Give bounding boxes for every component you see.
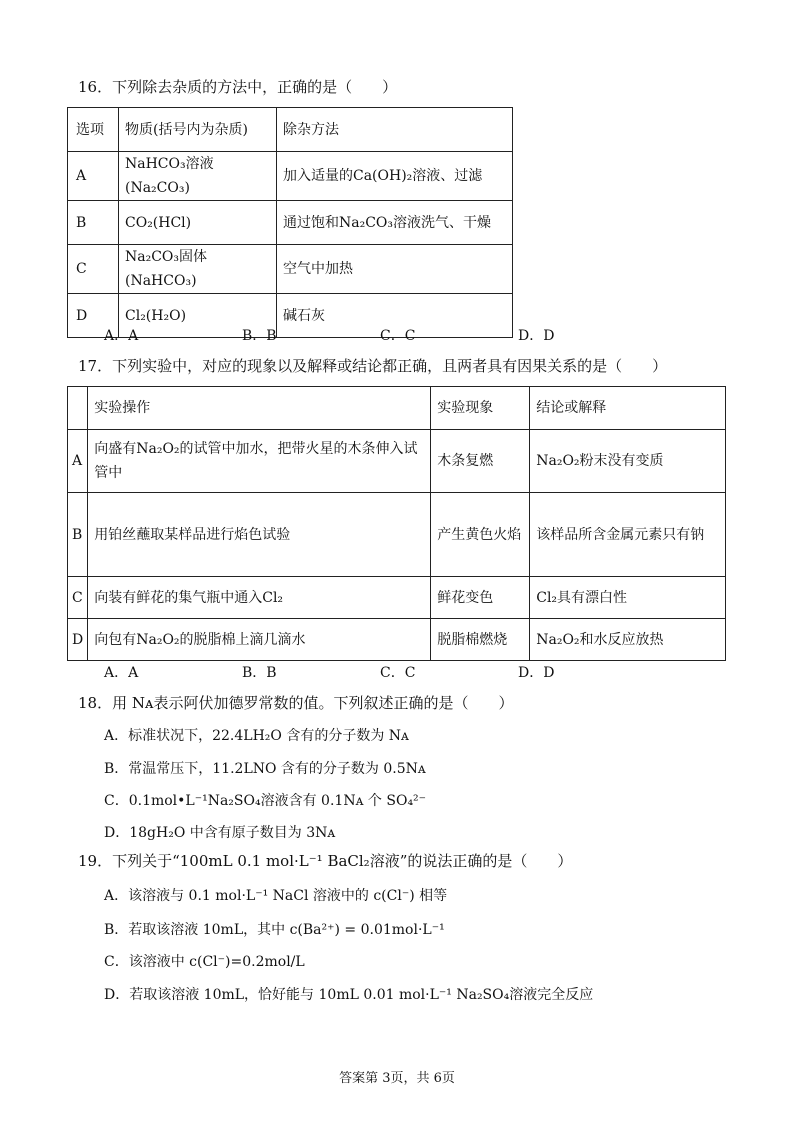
choice-c[interactable]: C．C [380, 328, 416, 344]
phenomenon-cell: 产生黄色火焰 [431, 493, 530, 577]
question-16-stem: 16．下列除去杂质的方法中，正确的是（ ） [78, 78, 398, 96]
operation-cell: 向装有鲜花的集气瓶中通入Cl₂ [88, 577, 431, 619]
table-header-cell: 实验现象 [431, 387, 530, 430]
option-label: D [68, 294, 119, 338]
choice-d[interactable]: D．D [518, 328, 555, 344]
conclusion-cell: Na₂O₂粉末没有变质 [530, 430, 726, 493]
table-header-cell: 除杂方法 [277, 108, 513, 152]
choice-c[interactable]: C．C [380, 665, 416, 681]
table-header-cell: 物质(括号内为杂质) [119, 108, 277, 152]
option-label: C [68, 245, 119, 294]
conclusion-cell: Cl₂具有漂白性 [530, 577, 726, 619]
substance-cell: Na₂CO₃固体(NaHCO₃) [119, 245, 277, 294]
table-row [68, 577, 726, 619]
conclusion-cell: Na₂O₂和水反应放热 [530, 619, 726, 661]
table-row [68, 152, 513, 201]
table-header-row [68, 108, 513, 152]
substance-cell: Cl₂(H₂O) [119, 294, 277, 338]
question-17-table [67, 386, 726, 661]
method-cell: 通过饱和Na₂CO₃溶液洗气、干燥 [277, 201, 513, 245]
option-label: A [68, 430, 88, 493]
question-19-option-b[interactable]: B．若取该溶液 10mL，其中 c(Ba²⁺) = 0.01mol·L⁻¹ [104, 922, 445, 938]
table-row [68, 201, 513, 245]
question-18-option-b[interactable]: B．常温常压下，11.2LNO 含有的分子数为 0.5Nᴀ [104, 761, 426, 777]
page-footer: 答案第 3页，共 6页 [339, 1071, 455, 1086]
question-19-stem: 19．下列关于“100mL 0.1 mol·L⁻¹ BaCl₂溶液”的说法正确的是（ ） [78, 852, 573, 870]
question-18-option-a[interactable]: A．标准状况下，22.4LH₂O 含有的分子数为 Nᴀ [104, 728, 409, 744]
phenomenon-cell: 鲜花变色 [431, 577, 530, 619]
choice-d[interactable]: D．D [518, 665, 555, 681]
conclusion-cell: 该样品所含金属元素只有钠 [530, 493, 726, 577]
table-row [68, 493, 726, 577]
table-row [68, 245, 513, 294]
method-cell: 碱石灰 [277, 294, 513, 338]
table-row [68, 430, 726, 493]
question-18-option-d[interactable]: D．18gH₂O 中含有原子数目为 3Nᴀ [104, 825, 336, 841]
question-19-option-d[interactable]: D．若取该溶液 10mL，恰好能与 10mL 0.01 mol·L⁻¹ Na₂SO₄溶液完全反应 [104, 987, 594, 1003]
question-17-stem: 17．下列实验中，对应的现象以及解释或结论都正确，且两者具有因果关系的是（ ） [78, 357, 668, 375]
question-19-option-a[interactable]: A．该溶液与 0.1 mol·L⁻¹ NaCl 溶液中的 c(Cl⁻) 相等 [104, 888, 448, 904]
method-cell: 加入适量的Ca(OH)₂溶液、过滤 [277, 152, 513, 201]
substance-cell: NaHCO₃溶液(Na₂CO₃) [119, 152, 277, 201]
table-row [68, 619, 726, 661]
table-header-cell: 实验操作 [88, 387, 431, 430]
table-header-cell [68, 387, 88, 430]
phenomenon-cell: 木条复燃 [431, 430, 530, 493]
operation-cell: 向包有Na₂O₂的脱脂棉上滴几滴水 [88, 619, 431, 661]
substance-cell: CO₂(HCl) [119, 201, 277, 245]
question-18-stem: 18．用 Nᴀ表示阿伏加德罗常数的值。下列叙述正确的是（ ） [78, 694, 514, 712]
choice-b[interactable]: B．B [242, 328, 277, 344]
question-18-option-c[interactable]: C．0.1mol•L⁻¹Na₂SO₄溶液含有 0.1Nᴀ 个 SO₄²⁻ [104, 793, 427, 809]
table-header-cell: 选项 [68, 108, 119, 152]
choice-a[interactable]: A．A [104, 328, 139, 344]
option-label: B [68, 201, 119, 245]
option-label: A [68, 152, 119, 201]
option-label: C [68, 577, 88, 619]
method-cell: 空气中加热 [277, 245, 513, 294]
table-header-cell: 结论或解释 [530, 387, 726, 430]
question-19-option-c[interactable]: C．该溶液中 c(Cl⁻)=0.2mol/L [104, 954, 305, 970]
option-label: B [68, 493, 88, 577]
choice-a[interactable]: A．A [104, 665, 139, 681]
option-label: D [68, 619, 88, 661]
question-16-choices [104, 327, 656, 345]
table-header-row [68, 387, 726, 430]
question-17-choices [104, 664, 656, 682]
operation-cell: 用铂丝蘸取某样品进行焰色试验 [88, 493, 431, 577]
phenomenon-cell: 脱脂棉燃烧 [431, 619, 530, 661]
choice-b[interactable]: B．B [242, 665, 277, 681]
question-16-table [67, 107, 513, 338]
operation-cell: 向盛有Na₂O₂的试管中加水，把带火星的木条伸入试管中 [88, 430, 431, 493]
